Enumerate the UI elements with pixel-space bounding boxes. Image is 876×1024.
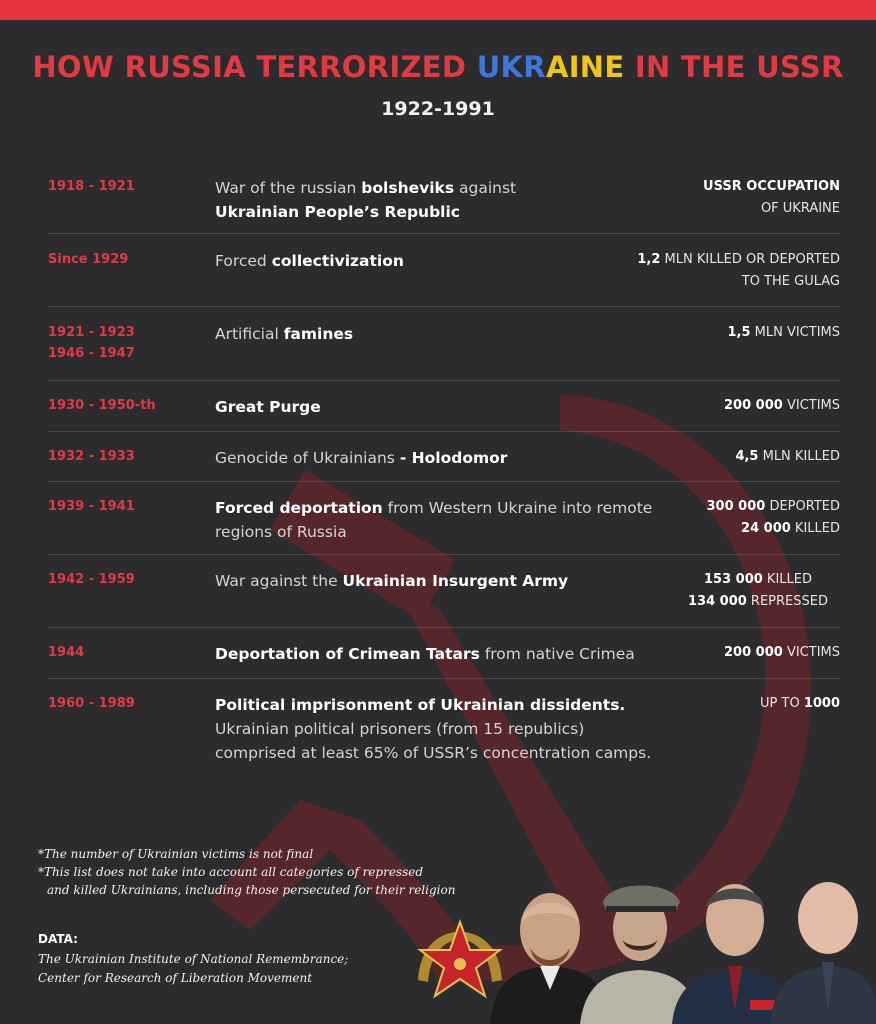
row-event: Artificial famines [215,325,354,343]
row-years: 1939 - 1941 [48,499,135,514]
data-source-text [38,950,418,988]
row-divider [48,678,840,679]
footnote: *This list does not take into account all categories of repressed [38,865,424,879]
page-title: HOW RUSSIA TERRORIZED UKRAINE IN THE USSR [32,50,844,84]
row-stat: 200 000 VICTIMS [724,645,840,660]
row-divider [48,380,840,381]
row-divider [48,233,840,234]
soviet-star-icon [418,922,502,996]
row-divider [48,431,840,432]
row-years: 1921 - 1923 1946 - 1947 [48,325,135,361]
row-stat: 4,5 MLN KILLED [735,449,840,464]
row-divider [48,554,840,555]
row-years: 1942 - 1959 [48,572,135,587]
row-event: War of the russian bolsheviks against Ukrainian People’s Republic [215,179,517,221]
footnote: and killed Ukrainians, including those persecuted for their religion [47,883,456,897]
footnote: *The number of Ukrainian victims is not final [38,847,314,861]
row-years: 1918 - 1921 [48,179,135,194]
row-years: 1932 - 1933 [48,449,135,464]
row-event: Political imprisonment of Ukrainian dissidents. Ukrainian political prisoners (from 15 republics) comprised at least 65% of USSR’s concentration camps. [215,696,652,762]
data-source-line: Center for Research of Liberation Movement [38,971,313,985]
row-stat: 300 000 DEPORTED 24 000 KILLED [706,499,840,536]
row-divider [48,481,840,482]
row-stat: USSR OCCUPATION OF UKRAINE [703,179,840,216]
row-stat: 1,5 MLN VICTIMS [727,325,840,340]
page-subtitle: 1922-1991 [381,98,495,120]
portraits-illustration [410,860,876,1024]
row-stat: 200 000 VICTIMS [724,398,840,413]
row-stat: 1,2 MLN KILLED OR DEPORTED TO THE GULAG [637,252,840,289]
row-years: 1944 [48,645,85,660]
row-event: Great Purge [215,398,321,416]
row-event: Forced deportation from Western Ukraine into remote regions of Russia [215,499,653,541]
data-source-line: The Ukrainian Institute of National Remembrance; [38,952,349,966]
row-event: Forced collectivization [215,252,404,270]
row-event: Genocide of Ukrainians - Holodomor [215,449,508,467]
row-years: 1960 - 1989 [48,696,135,711]
row-years: 1930 - 1950-th [48,398,156,413]
row-divider [48,306,840,307]
row-stat: 153 000 KILLED 134 000 REPRESSED [687,572,828,609]
row-event: Deportation of Crimean Tatars from native Crimea [215,645,635,663]
row-years: Since 1929 [48,252,129,267]
row-stat: UP TO 1000 [760,696,840,711]
portrait [770,882,876,1024]
row-divider [48,627,840,628]
data-source-label: DATA: [38,932,78,946]
row-event: War against the Ukrainian Insurgent Army [215,572,569,590]
